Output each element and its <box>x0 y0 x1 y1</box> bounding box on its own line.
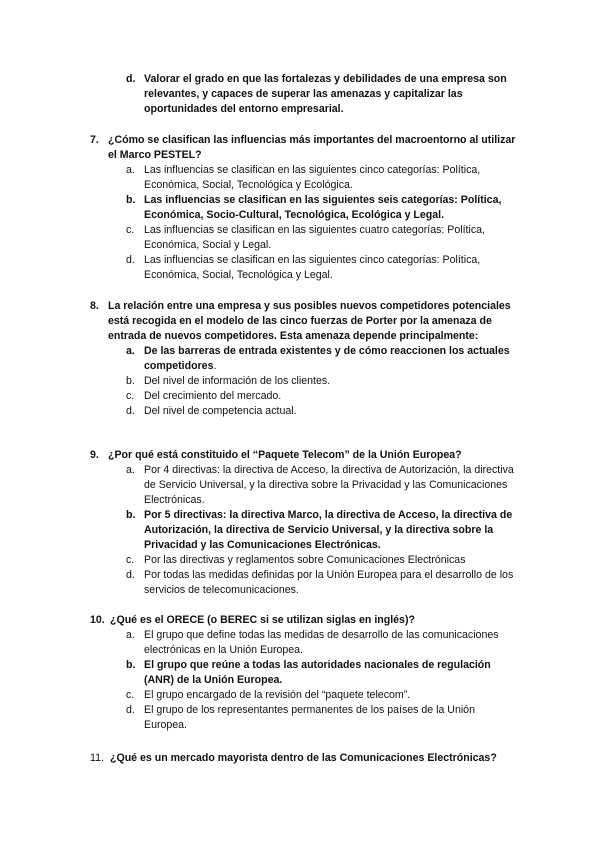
option-8a <box>126 344 520 374</box>
option-text: Por 4 directivas: la directiva de Acceso, la directiva de Autorización, la directiva de Servicio Universal, y la directiva sobre la Privacidad y las Comunicaciones Electrónicas. <box>144 464 514 506</box>
option-letter: a. <box>126 629 135 641</box>
question-text: ¿Qué es un mercado mayorista dentro de las Comunicaciones Electrónicas? <box>110 752 497 764</box>
question-number: 9. <box>90 449 99 461</box>
option-text-wrapper <box>144 344 520 374</box>
option-letter: d. <box>126 73 136 85</box>
option-10c <box>126 688 520 703</box>
option-8d <box>126 404 520 419</box>
option-9c <box>126 553 520 568</box>
question-10-heading <box>90 613 520 628</box>
question-7 <box>90 133 520 283</box>
options-list <box>90 463 520 598</box>
option-text: El grupo que reúne a todas las autoridades nacionales de regulación (ANR) de la Unión Europea. <box>144 659 491 686</box>
question-9-heading <box>90 448 520 463</box>
option-letter: d. <box>126 704 135 716</box>
option-7a <box>126 163 520 193</box>
option-letter: c. <box>126 224 135 236</box>
option-letter: c. <box>126 554 135 566</box>
option-text: El grupo de los representantes permanentes de los países de la Unión Europea. <box>144 704 475 731</box>
option-9b <box>126 508 520 553</box>
option-letter: d. <box>126 405 135 417</box>
question-text: La relación entre una empresa y sus posibles nuevos competidores potenciales está recogida en el modelo de las cinco fuerzas de Porter por la amenaza de entrada de nuevos competidores. Esta amenaza depende principalmente: <box>108 300 511 342</box>
question-text: ¿Cómo se clasifican las influencias más importantes del macroentorno al utilizar el Marco PESTEL? <box>108 134 516 161</box>
option-letter: b. <box>126 375 135 387</box>
option-9d <box>126 568 520 598</box>
option-text: Las influencias se clasifican en las siguientes cinco categorías: Política, Económica, Social, Tecnológica y Legal. <box>144 254 481 281</box>
option-letter: a. <box>126 464 135 476</box>
option-7d <box>126 253 520 283</box>
option-text: El grupo encargado de la revisión del “paquete telecom”. <box>144 689 411 701</box>
option-text: De las barreras de entrada existentes y de cómo reaccionen los actuales competidores <box>144 345 510 372</box>
question-number: 11. <box>90 752 104 764</box>
option-text: Del nivel de información de los clientes. <box>144 375 331 387</box>
option-text: Del crecimiento del mercado. <box>144 390 282 402</box>
option-10b <box>126 658 520 688</box>
option-text-suffix: . <box>213 360 217 372</box>
option-8c <box>126 389 520 404</box>
question-9 <box>90 448 520 598</box>
question-11-heading <box>90 751 520 766</box>
question-number: 10. <box>90 614 105 626</box>
question-10 <box>90 613 520 733</box>
option-10a <box>126 628 520 658</box>
option-text: El grupo que define todas las medidas de desarrollo de las comunicaciones electrónicas en la Unión Europea. <box>144 629 499 656</box>
option-letter: c. <box>126 390 135 402</box>
option-letter: a. <box>126 345 135 357</box>
option-text: Valorar el grado en que las fortalezas y debilidades de una empresa son relevantes, y capaces de superar las amenazas y capitalizar las oportunidades del entorno empresarial. <box>144 73 507 115</box>
question-6-tail <box>90 72 520 117</box>
option-8b <box>126 374 520 389</box>
options-list <box>90 344 520 419</box>
question-8 <box>90 299 520 419</box>
option-6d <box>126 72 520 117</box>
option-letter: b. <box>126 509 136 521</box>
option-text: Las influencias se clasifican en las siguientes seis categorías: Política, Económica, Socio-Cultural, Tecnológica, Ecológica y Legal. <box>144 194 502 221</box>
option-text: Por 5 directivas: la directiva Marco, la directiva de Acceso, la directiva de Autorización, la directiva de Servicio Universal, y la directiva sobre la Privacidad y las Comunicaciones Electrónicas. <box>144 509 513 551</box>
option-9a <box>126 463 520 508</box>
option-letter: d. <box>126 254 135 266</box>
option-letter: b. <box>126 194 136 206</box>
question-text: ¿Por qué está constituido el “Paquete Telecom” de la Unión Europea? <box>108 449 462 461</box>
question-7-heading <box>90 133 520 163</box>
question-11 <box>90 751 520 766</box>
question-number: 8. <box>90 300 99 312</box>
options-list <box>90 628 520 733</box>
options-list <box>90 163 520 283</box>
question-number: 7. <box>90 134 99 146</box>
option-text: Por todas las medidas definidas por la Unión Europea para el desarrollo de los servicios de telecomunicaciones. <box>144 569 514 596</box>
option-7b <box>126 193 520 223</box>
option-text: Del nivel de competencia actual. <box>144 405 297 417</box>
option-10d <box>126 703 520 733</box>
question-8-heading <box>90 299 520 344</box>
question-text: ¿Qué es el ORECE (o BEREC si se utilizan siglas en inglés)? <box>110 614 415 626</box>
option-text: Las influencias se clasifican en las siguientes cinco categorías: Política, Económica, Social, Tecnológica y Ecológica. <box>144 164 481 191</box>
option-letter: c. <box>126 689 135 701</box>
option-letter: b. <box>126 659 136 671</box>
option-text: Por las directivas y reglamentos sobre Comunicaciones Electrónicas <box>144 554 466 566</box>
option-letter: d. <box>126 569 135 581</box>
option-text: Las influencias se clasifican en las siguientes cuatro categorías: Política, Económica, Social y Legal. <box>144 224 485 251</box>
option-letter: a. <box>126 164 135 176</box>
option-7c <box>126 223 520 253</box>
